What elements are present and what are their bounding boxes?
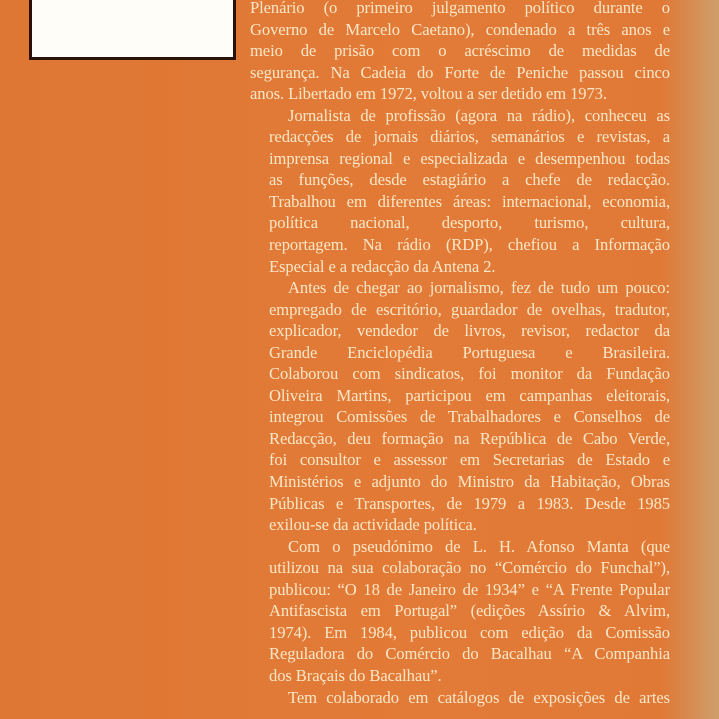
text-line: Jornalista de profissão (agora na rádio), conheceu as (288, 105, 670, 125)
text-line: Com o pseudónimo de L. H. Afonso Manta (que (288, 536, 670, 556)
text-line: Ministérios e adjunto do Ministro da Habitação, Obras (269, 472, 670, 492)
paragraph-3 (250, 277, 670, 536)
biography-text (250, 0, 670, 708)
text-line: Trabalhou em diferentes áreas: internacional, economia, (269, 191, 670, 211)
text-line: imprensa regional e especializada e desempenhou todas (269, 148, 670, 168)
white-label-box (29, 0, 236, 60)
text-line: reportagem. Na rádio (RDP), chefiou a Informação (269, 235, 670, 255)
text-line: Especial e a redacção da Antena 2. (269, 256, 496, 276)
text-line: utilizou na sua colaboração no “Comércio do Funchal”), (269, 558, 670, 578)
text-line: redacções de jornais diários, semanários e revistas, a (269, 127, 670, 147)
text-line: integrou Comissões de Trabalhadores e Conselhos de (269, 407, 670, 427)
paragraph-1 (250, 0, 670, 105)
text-line: dos Braçais do Bacalhau”. (269, 665, 442, 685)
paragraph-5 (250, 687, 670, 709)
text-line: explicador, vendedor de livros, revisor, redactor da (269, 321, 670, 341)
text-line: Públicas e Transportes, de 1979 a 1983. Desde 1985 (269, 493, 670, 513)
text-line: anos. Libertado em 1972, voltou a ser detido em 1973. (250, 84, 607, 104)
text-line: política nacional, desporto, turismo, cultura, (269, 213, 670, 233)
text-line: foi consultor e assessor em Secretarias de Estado e (269, 450, 670, 470)
text-line: Grande Enciclopédia Portuguesa e Brasileira. (269, 342, 670, 362)
text-line: Oliveira Martins, participou em campanhas eleitorais, (269, 385, 670, 405)
text-line: Antes de chegar ao jornalismo, fez de tudo um pouco: (288, 278, 670, 298)
text-line: Colaborou com sindicatos, foi monitor da Fundação (269, 364, 670, 384)
text-line: segurança. Na Cadeia do Forte de Peniche passou cinco (250, 62, 670, 82)
text-line: Tem colaborado em catálogos de exposições de artes (288, 687, 670, 707)
text-line: meio de prisão com o acréscimo de medidas de (250, 41, 670, 61)
text-line: 1974). Em 1984, publicou com edição da Comissão (269, 622, 670, 642)
paragraph-2 (250, 105, 670, 277)
text-line: publicou: “O 18 de Janeiro de 1934” e “A Frente Popular (269, 579, 670, 599)
text-line: Governo de Marcelo Caetano), condenado a três anos e (250, 19, 670, 39)
text-line: Reguladora do Comércio do Bacalhau “A Companhia (269, 644, 670, 664)
paragraph-4 (250, 536, 670, 687)
text-line: Plenário (o primeiro julgamento político durante o (250, 0, 670, 17)
spine-edge (688, 0, 719, 719)
text-line: as funções, desde estagiário a chefe de redacção. (269, 170, 670, 190)
text-line: exilou-se da actividade política. (269, 515, 477, 535)
text-line: Redacção, deu formação na República de Cabo Verde, (269, 428, 670, 448)
text-line: Antifascista em Portugal” (edições Assírio & Alvim, (269, 601, 670, 621)
text-line: empregado de escritório, guardador de ovelhas, tradutor, (269, 299, 670, 319)
